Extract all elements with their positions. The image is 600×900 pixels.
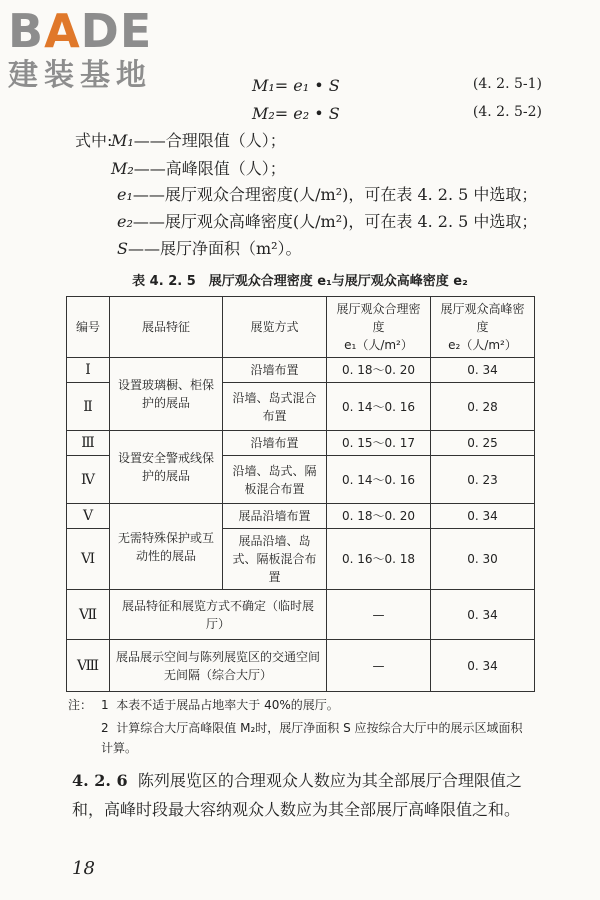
cell-e1: — bbox=[327, 590, 431, 640]
cell-num: Ⅴ bbox=[67, 504, 110, 529]
table-row bbox=[67, 504, 535, 529]
cell-feature: 设置安全警戒线保护的展品 bbox=[110, 431, 223, 504]
logo-mark: BADE bbox=[8, 4, 153, 58]
cell-num: Ⅵ bbox=[67, 529, 110, 590]
table-caption: 表 4. 2. 5 展厅观众合理密度 e₁与展厅观众高峰密度 e₂ bbox=[132, 274, 468, 289]
definition-item: e₂——展厅观众高峰密度(人/m²)，可在表 4. 2. 5 中选取； bbox=[117, 212, 538, 231]
logo-subtitle: 建装基地 bbox=[8, 58, 152, 93]
cell-e1: 0. 16～0. 18 bbox=[327, 529, 431, 590]
cell-mode-merged: 展品展示空间与陈列展览区的交通空间无间隔（综合大厅） bbox=[110, 640, 327, 692]
bade-logo bbox=[8, 6, 178, 96]
cell-num: Ⅲ bbox=[67, 431, 110, 456]
clause-text: 陈列展览区的合理观众人数应为其全部展厅合理限值之和，高峰时段最大容纳观众人数应为其全部展厅高峰限值之和。 bbox=[72, 771, 522, 819]
cell-e2: 0. 28 bbox=[431, 383, 535, 431]
header-e2: 展厅观众高峰密度 e₂（人/m²） bbox=[431, 297, 535, 358]
header-mode: 展览方式 bbox=[223, 297, 327, 358]
definition-item: M₂——高峰限值（人）； bbox=[111, 159, 286, 178]
cell-e2: 0. 30 bbox=[431, 529, 535, 590]
cell-num: Ⅳ bbox=[67, 456, 110, 504]
table-row bbox=[67, 590, 535, 640]
table-row bbox=[67, 431, 535, 456]
formula-4-2-5-1: M₁= e₁ • S (4. 2. 5-1) bbox=[252, 76, 542, 95]
cell-num: Ⅱ bbox=[67, 383, 110, 431]
definition-item: e₁——展厅观众合理密度(人/m²)，可在表 4. 2. 5 中选取； bbox=[117, 185, 538, 204]
header-feature: 展品特征 bbox=[110, 297, 223, 358]
cell-mode: 沿墙布置 bbox=[223, 358, 327, 383]
cell-feature: 设置玻璃橱、柜保护的展品 bbox=[110, 358, 223, 431]
formula-4-2-5-2: M₂= e₂ • S (4. 2. 5-2) bbox=[252, 104, 542, 123]
table-header-row bbox=[67, 297, 535, 358]
cell-e1: 0. 14～0. 16 bbox=[327, 456, 431, 504]
cell-e1: — bbox=[327, 640, 431, 692]
cell-e1: 0. 14～0. 16 bbox=[327, 383, 431, 431]
cell-e2: 0. 34 bbox=[431, 640, 535, 692]
cell-num: Ⅶ bbox=[67, 590, 110, 640]
header-num: 编号 bbox=[67, 297, 110, 358]
equation-number: (4. 2. 5-2) bbox=[472, 104, 542, 120]
note-item: 2 计算综合大厅高峰限值 M₂时，展厅净面积 S 应按综合大厅中的展示区域面积计算。 bbox=[101, 721, 523, 755]
note-item: 1 本表不适于展品占地率大于 40%的展厅。 bbox=[101, 698, 339, 712]
cell-num: Ⅷ bbox=[67, 640, 110, 692]
definitions-lead: 式中: bbox=[75, 131, 113, 150]
cell-mode: 沿墙布置 bbox=[223, 431, 327, 456]
header-e1: 展厅观众合理密度 e₁（人/m²） bbox=[327, 297, 431, 358]
cell-num: Ⅰ bbox=[67, 358, 110, 383]
cell-e2: 0. 34 bbox=[431, 358, 535, 383]
definition-item: M₁——合理限值（人）； bbox=[111, 131, 286, 150]
equation-number: (4. 2. 5-1) bbox=[472, 76, 542, 92]
cell-mode: 沿墙、岛式混合布置 bbox=[223, 383, 327, 431]
table-row bbox=[67, 358, 535, 383]
clause-number: 4. 2. 6 bbox=[72, 771, 128, 790]
page-number: 18 bbox=[72, 858, 95, 879]
cell-mode: 沿墙、岛式、隔板混合布置 bbox=[223, 456, 327, 504]
clause-4-2-6 bbox=[72, 766, 538, 824]
definition-item: S——展厅净面积（m²）。 bbox=[117, 239, 302, 258]
cell-e1: 0. 18～0. 20 bbox=[327, 358, 431, 383]
cell-e1: 0. 18～0. 20 bbox=[327, 504, 431, 529]
cell-e2: 0. 23 bbox=[431, 456, 535, 504]
cell-mode: 展品沿墙、岛式、隔板混合布置 bbox=[223, 529, 327, 590]
cell-feature: 无需特殊保护或互动性的展品 bbox=[110, 504, 223, 590]
table-row bbox=[67, 640, 535, 692]
cell-e2: 0. 34 bbox=[431, 590, 535, 640]
cell-mode-merged: 展品特征和展览方式不确定（临时展厅） bbox=[110, 590, 327, 640]
cell-e2: 0. 25 bbox=[431, 431, 535, 456]
density-table bbox=[66, 296, 535, 692]
cell-e2: 0. 34 bbox=[431, 504, 535, 529]
cell-e1: 0. 15～0. 17 bbox=[327, 431, 431, 456]
notes-lead: 注： bbox=[68, 698, 93, 712]
cell-mode: 展品沿墙布置 bbox=[223, 504, 327, 529]
